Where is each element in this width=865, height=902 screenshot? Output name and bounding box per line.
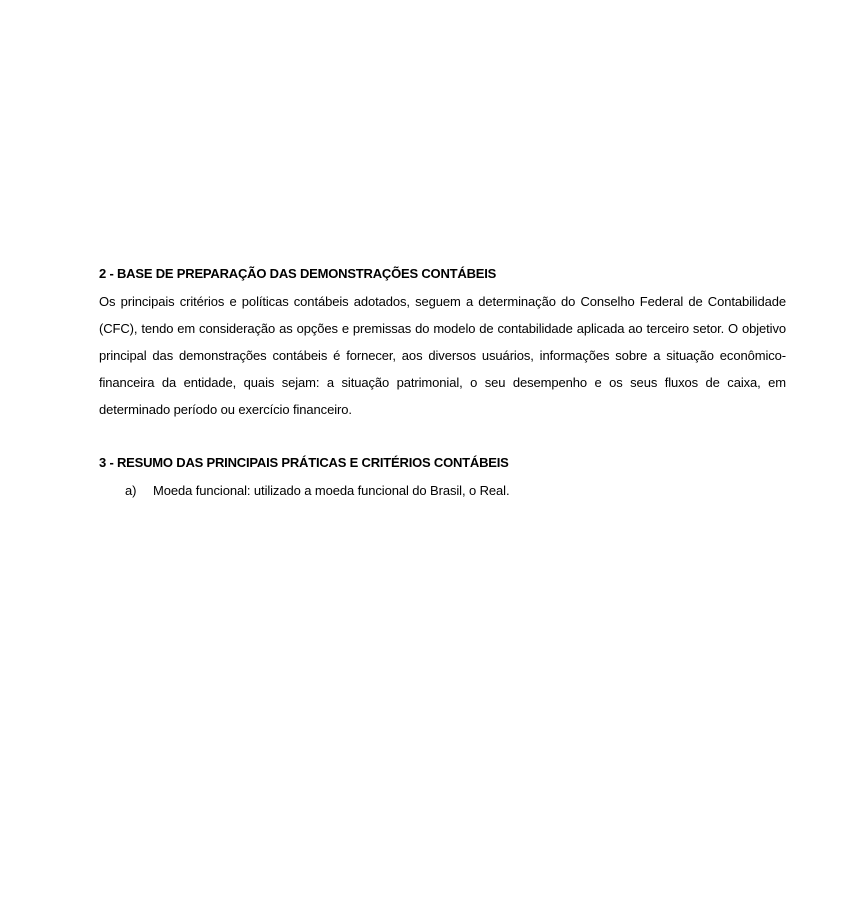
list-item <box>99 477 786 504</box>
section-paragraph: Os principais critérios e políticas contábeis adotados, seguem a determinação do Conselho Federal de Contabilidade (CFC), tendo em consideração as opções e premissas do modelo de contabilidade aplicada ao terceiro setor. O objetivo principal das demonstrações contábeis é fornecer, aos diversos usuários, informações sobre a situação econômico-financeira da entidade, quais sejam: a situação patrimonial, o seu desempenho e os seus fluxos de caixa, em determinado período ou exercício financeiro. <box>99 294 786 417</box>
section-heading: 2 - BASE DE PREPARAÇÃO DAS DEMONSTRAÇÕES CONTÁBEIS <box>99 266 497 281</box>
list-item-marker: a) <box>125 483 137 498</box>
list-item-text: Moeda funcional: utilizado a moeda funcional do Brasil, o Real. <box>153 483 510 498</box>
practices-list <box>99 477 786 504</box>
section-heading: 3 - RESUMO DAS PRINCIPAIS PRÁTICAS E CRITÉRIOS CONTÁBEIS <box>99 455 509 470</box>
section-base-preparacao <box>99 262 786 423</box>
section-resumo-praticas <box>99 451 786 504</box>
